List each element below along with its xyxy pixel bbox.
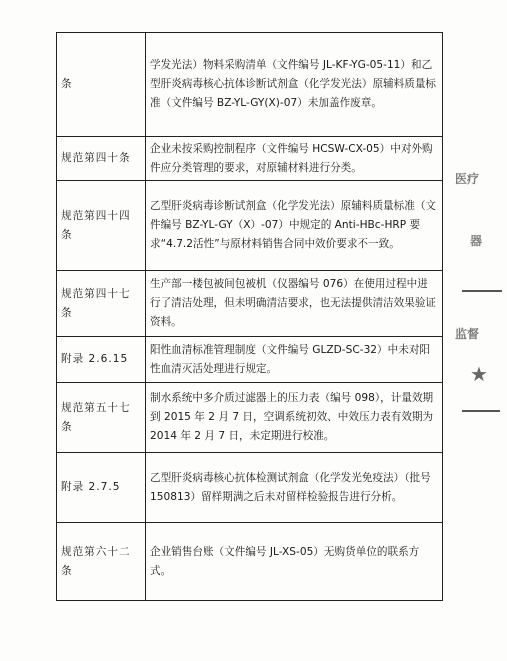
table-row — [57, 383, 443, 453]
finding-description: 企业未按采购控制程序（文件编号 HCSW-CX-05）中对外购件应分类管理的要求，对原辅材料进行分类。 — [146, 137, 443, 181]
seal-stamp-fragment-1: 医疗 — [455, 172, 480, 186]
table-row — [57, 271, 443, 337]
seal-stamp-rule-1 — [462, 290, 502, 292]
table-row — [57, 181, 443, 271]
clause-reference: 条 — [57, 33, 146, 137]
clause-reference: 规范第五十七条 — [57, 383, 146, 453]
finding-description: 乙型肝炎病毒诊断试剂盒（化学发光法）原辅料质量标准（文件编号 BZ-YL-GY（X）-07）中规定的 Anti-HBc-HRP 要求“4.7.2活性”与原材料销售合同中效价要求不一致。 — [146, 181, 443, 271]
finding-description: 乙型肝炎病毒核心抗体检测试剂盒（化学发光免疫法）（批号 150813）留样期满之后未对留样检验报告进行分析。 — [146, 453, 443, 523]
seal-stamp-rule-2 — [462, 410, 500, 412]
finding-description: 生产部一楼包被间包被机（仪器编号 076）在使用过程中进行了清洁处理，但未明确清洁要求，也无法提供清洁效果验证资料。 — [146, 271, 443, 337]
findings-table-body — [57, 33, 443, 601]
finding-description: 企业销售台账（文件编号 JL-XS-05）无购货单位的联系方式。 — [146, 523, 443, 601]
clause-reference: 规范第四十条 — [57, 137, 146, 181]
clause-reference: 规范第四十四条 — [57, 181, 146, 271]
finding-description: 阳性血清标准管理制度（文件编号 GLZD-SC-32）中未对阳性血清灭活处理进行规定。 — [146, 337, 443, 383]
clause-reference: 规范第四十七条 — [57, 271, 146, 337]
finding-description: 学发光法）物料采购清单（文件编号 JL-KF-YG-05-11）和乙型肝炎病毒核心抗体诊断试剂盒（化学发光法）原辅料质量标准（文件编号 BZ-YL-GY(X)-07）未加盖作废章。 — [146, 33, 443, 137]
inspection-findings-table — [56, 32, 443, 601]
finding-description: 制水系统中多介质过滤器上的压力表（编号 098），计量效期到 2015 年 2 月 7 日，空调系统初效、中效压力表有效期为 2014 年 2 月 7 日，未定期进行校准。 — [146, 383, 443, 453]
seal-stamp-fragment-2: 器 — [470, 234, 483, 248]
seal-star-icon: ★ — [470, 362, 488, 386]
seal-stamp-fragment-3: 监督 — [455, 327, 480, 341]
clause-reference: 规范第六十二条 — [57, 523, 146, 601]
table-row — [57, 337, 443, 383]
clause-reference: 附录 2.6.15 — [57, 337, 146, 383]
clause-reference: 附录 2.7.5 — [57, 453, 146, 523]
table-row — [57, 137, 443, 181]
table-row — [57, 33, 443, 137]
table-row — [57, 453, 443, 523]
table-row — [57, 523, 443, 601]
